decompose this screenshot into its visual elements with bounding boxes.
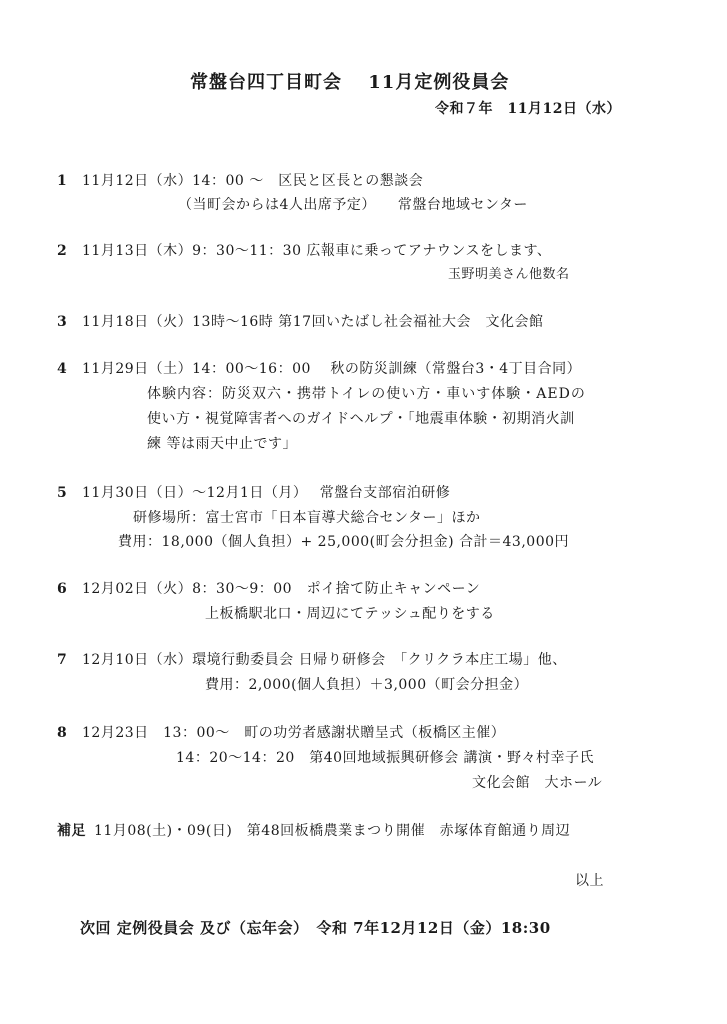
document-title: 常盤台四丁目町会 11月定例役員会 — [190, 72, 510, 93]
item-line: 使い方・視覚障害者へのガイドヘルプ・「地震車体験・初期消火訓 — [147, 411, 575, 427]
item-line: 上板橋駅北口・周辺にてテッシュ配りをする — [205, 606, 495, 622]
item-line: 12月02日（火）8：30～9：00 ポイ捨て防止キャンペーン — [82, 581, 481, 597]
item-number: 8 — [57, 725, 68, 741]
item-line: 練 等は雨天中止です」 — [147, 436, 297, 452]
item-line: 費用：2,000(個人負担）＋3,000（町会分担金） — [205, 677, 529, 693]
item-line: 12月10日（水）環境行動委員会 日帰り研修会 「クリクラ本庄工場」他、 — [82, 652, 567, 668]
item-number: 7 — [57, 652, 68, 668]
item-number: 6 — [57, 581, 68, 597]
item-number: 2 — [57, 243, 68, 259]
item-line: 11月13日（木）9：30～11：30 広報車に乗ってアナウンスをします、 — [82, 243, 552, 259]
item-number: 3 — [57, 314, 68, 330]
item-line: 玉野明美さん他数名 — [448, 267, 570, 282]
next-meeting: 次回 定例役員会 及び（忘年会） 令和 7年12月12日（金）18:30 — [80, 919, 551, 937]
item-number: 1 — [57, 173, 68, 189]
item-number: 5 — [57, 485, 68, 501]
item-line: 費用：18,000（個人負担）+ 25,000(町会分担金) 合計＝43,000円 — [118, 534, 570, 550]
item-line: 研修場所：富士宮市「日本盲導犬総合センター」ほか — [133, 510, 481, 526]
item-line: 11月18日（火）13時～16時 第17回いたばし社会福祉大会 文化会館 — [82, 314, 544, 330]
item-line: 14：20～14：20 第40回地域振興研修会 講演・野々村幸子氏 — [176, 750, 595, 766]
item-line: 11月30日（日）～12月1日（月） 常盤台支部宿泊研修 — [82, 485, 451, 501]
item-number: 4 — [57, 361, 68, 377]
meeting-date: 令和７年 11月12日（水） — [435, 101, 621, 117]
supplement-text: 11月08(土)・09(日) 第48回板橋農業まつり開催 赤塚体育館通り周辺 — [94, 823, 571, 839]
item-line: 12月23日 13：00～ 町の功労者感謝状贈呈式（板橋区主催） — [82, 725, 506, 741]
item-line: 11月29日（土）14：00～16：00 秋の防災訓練（常盤台3・4丁目合同） — [82, 361, 582, 377]
closing-text: 以上 — [575, 873, 604, 889]
supplement-label: 補足 — [57, 823, 86, 839]
item-line: 11月12日（水）14：00 ～ 区民と区長との懇談会 — [82, 173, 424, 189]
item-line: 文化会館 大ホール — [472, 775, 603, 791]
item-line: （当町会からは4人出席予定） 常盤台地域センター — [178, 197, 528, 213]
item-line: 体験内容：防災双六・携帯トイレの使い方・車いす体験・AEDの — [147, 386, 586, 402]
